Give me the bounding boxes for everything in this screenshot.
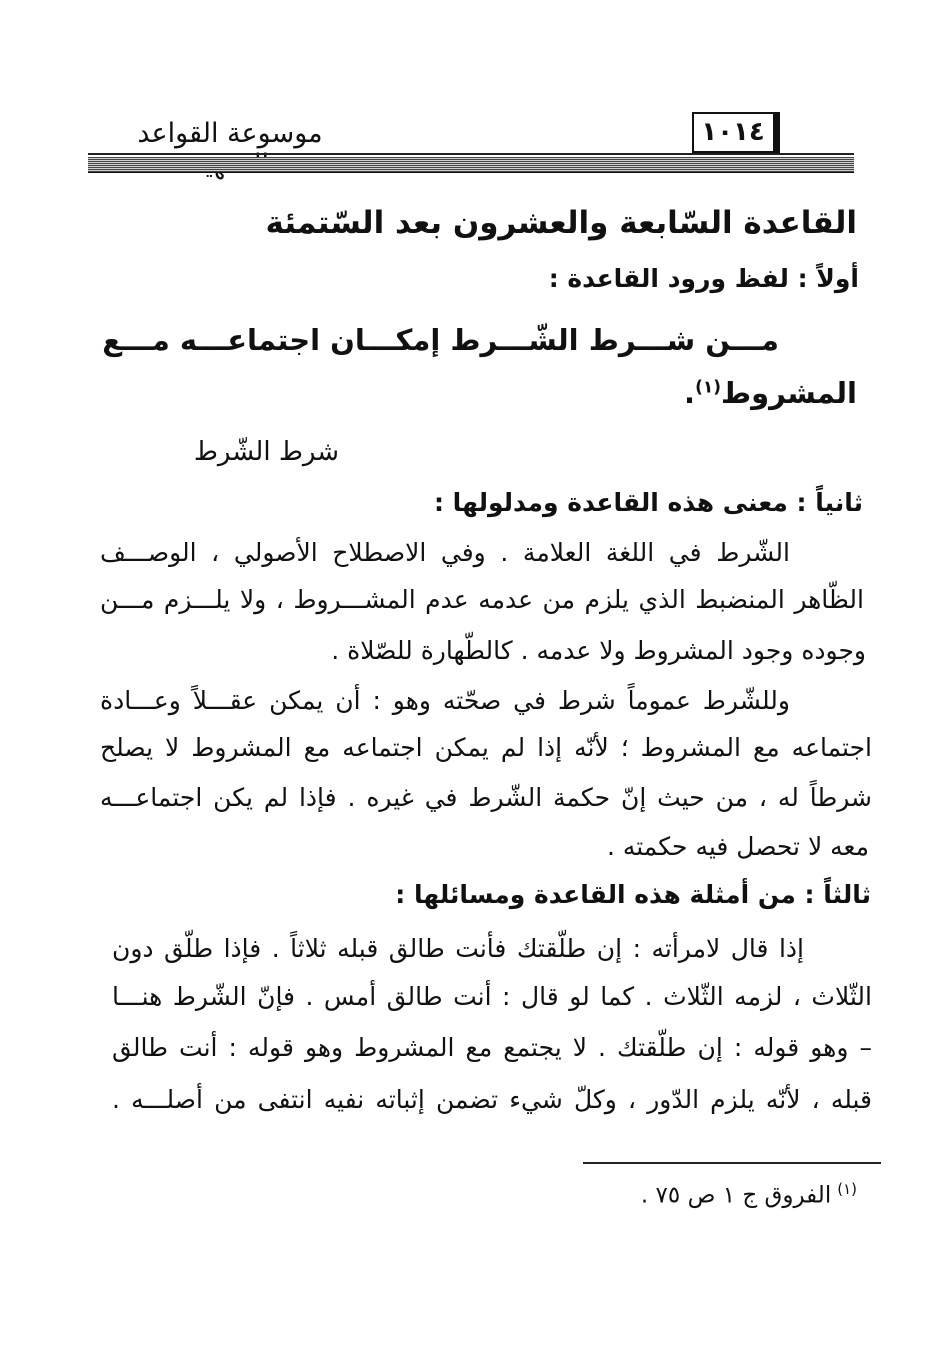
paragraph-line: إذا قال لامرأته : إن طلّقتك فأنت طالق قبله ثلاثاً . فإذا طلّق دون — [112, 934, 804, 963]
paragraph-line: شرطاً له ، من حيث إنّ حكمة الشّرط في غيره . فإذا لم يكن اجتماعـــه — [100, 783, 872, 812]
paragraph-line: الثّلاث ، لزمه الثّلاث . كما لو قال : أنت طالق أمس . فإنّ الشّرط هنـــا — [112, 982, 872, 1011]
rule-text-line1: مـــن شـــرط الشّـــرط إمكـــان اجتماعـــه مـــع — [102, 323, 779, 357]
paragraph-line: الظّاهر المنضبط الذي يلزم من عدمه عدم المشـــروط ، ولا يلـــزم مـــن — [100, 585, 864, 614]
header-rule — [88, 153, 854, 155]
rule-short-title: شرط الشّرط — [193, 437, 339, 467]
paragraph-line: – وهو قوله : إن طلّقتك . لا يجتمع مع المشروط وهو قوله : أنت طالق — [112, 1033, 872, 1062]
paragraph-line: وللشّرط عموماً شرط في صحّته وهو : أن يمكن عقـــلاً وعـــادة — [100, 686, 790, 715]
section-third-label: ثالثاً : من أمثلة هذه القاعدة ومسائلها : — [395, 880, 871, 909]
paragraph-line: قبله ، لأنّه يلزم الدّور ، وكلّ شيء تضمن إثباته نفيه انتفى من أصلـــه . — [112, 1085, 872, 1114]
paragraph-line: الشّرط في اللغة العلامة . وفي الاصطلاح الأصولي ، الوصـــف — [100, 538, 790, 567]
header-band — [88, 157, 854, 173]
section-first-label: أولاً : لفظ ورود القاعدة : — [548, 264, 859, 293]
paragraph-line: وجوده وجود المشروط ولا عدمه . كالطّهارة للصّلاة . — [331, 636, 866, 665]
footnote-rule — [583, 1162, 881, 1164]
page-number: ١٠١٤ — [701, 117, 765, 147]
rule-heading: القاعدة السّابعة والعشرون بعد السّتمئة — [265, 205, 857, 241]
section-second-label: ثانياً : معنى هذه القاعدة ومدلولها : — [433, 488, 863, 517]
footnote — [641, 1180, 857, 1209]
rule-text-line2-word: المشروط — [721, 376, 857, 410]
rule-text-line2 — [684, 376, 857, 410]
paragraph-line: اجتماعه مع المشروط ؛ لأنّه إذا لم يمكن اجتماعه مع المشروط لا يصلح — [100, 733, 872, 762]
book-title: موسوعة القواعد — [137, 118, 323, 149]
rule-text-line2-end: . — [684, 376, 696, 410]
footnote-mark: (١) — [837, 1180, 857, 1198]
footnote-text: الفروق ج ١ ص ٧٥ . — [640, 1182, 832, 1209]
paragraph-line: معه لا تحصل فيه حكمته . — [606, 832, 869, 861]
footnote-ref: (١) — [695, 377, 722, 398]
